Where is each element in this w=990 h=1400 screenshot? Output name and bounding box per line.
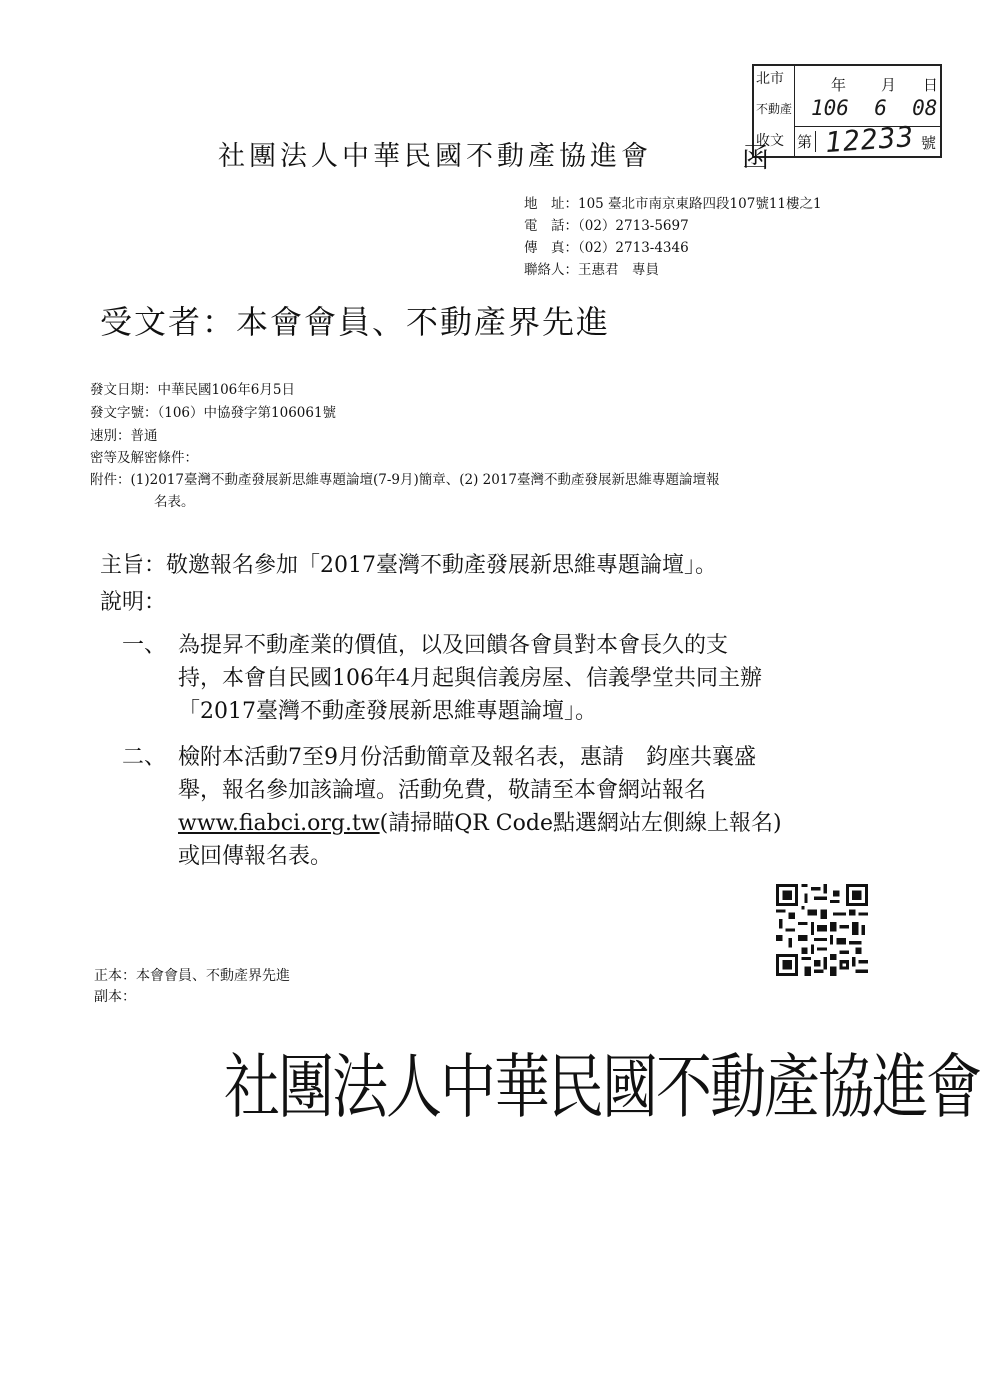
website-link[interactable]: www.fiabci.org.tw: [178, 811, 380, 836]
item-1-number: 一、: [122, 633, 167, 658]
item-2-line-2: 舉，報名參加該論壇。活動免費，敬請至本會網站報名: [178, 778, 707, 803]
item-1-line-2: 持，本會自民國106年4月起與信義房屋、信義學堂共同主辦: [178, 666, 762, 691]
item-2-number: 二、: [122, 745, 167, 770]
stamp-receive-label: 收文: [756, 133, 784, 149]
stamp-day-label: 日: [923, 76, 939, 94]
stamp-number-prefix: 第: [797, 131, 816, 152]
copy-cc: 副本：: [94, 989, 136, 1005]
stamp-org-short: 北市: [756, 71, 784, 87]
contact-address: 地 址：105 臺北市南京東路四段107號11樓之1: [524, 196, 822, 212]
qr-code-icon: [776, 884, 868, 976]
contact-person: 聯絡人：王惠君 專員: [524, 262, 659, 278]
item-1-line-3: 「2017臺灣不動產發展新思維專題論壇」。: [178, 699, 597, 724]
stamp-dept: 不動產: [756, 102, 793, 116]
contact-phone: 電 話：（02）2713-5697: [524, 218, 689, 234]
stamp-date-handwritten: 106 6 08: [811, 96, 938, 120]
meta-confidential: 密等及解密條件：: [90, 450, 198, 466]
stamp-year-label: 年: [831, 76, 847, 94]
explanation-heading: 說明：: [100, 590, 167, 615]
recipient: 受文者：本會會員、不動產界先進: [100, 303, 611, 341]
stamp-date-labels: [795, 66, 940, 96]
doc-type: 函: [742, 143, 769, 174]
contact-fax: 傳 真：（02）2713-4346: [524, 240, 689, 256]
subject: 主旨：敬邀報名參加「2017臺灣不動產發展新思維專題論壇」。: [100, 553, 717, 578]
stamp-number-handwritten: 12233: [823, 119, 916, 160]
org-title: 社團法人中華民國不動產協進會: [218, 141, 652, 172]
meta-attachment-line2: 名表。: [154, 494, 195, 510]
stamp-month-label: 月: [881, 76, 897, 94]
item-2-line-4: 或回傳報名表。: [178, 844, 333, 869]
meta-attachment-line1: 附件：(1)2017臺灣不動產發展新思維專題論壇(7-9月)簡章、(2) 2017臺灣不動產發展新思維專題論壇報: [90, 472, 720, 488]
item-2-line-3: [178, 806, 782, 837]
stamp-number-suffix: 號: [921, 134, 937, 152]
meta-date: 發文日期：中華民國106年6月5日: [90, 382, 295, 398]
item-2-line-1: 檢附本活動7至9月份活動簡章及報名表，惠請 鈞座共襄盛: [178, 745, 756, 770]
org-seal: 社團法人中華民國不動產協進會: [224, 1047, 980, 1129]
meta-speed: 速別：普通: [90, 428, 158, 444]
stamp-date-row: [795, 96, 940, 126]
item-1-line-1: 為提昇不動產業的價值，以及回饋各會員對本會長久的支: [178, 633, 729, 658]
receipt-stamp: [752, 64, 942, 158]
meta-number: 發文字號：（106）中協發字第106061號: [90, 405, 337, 421]
item-2-after-url: (請掃瞄QR Code點選網站左側線上報名): [379, 811, 782, 836]
stamp-number-row: [795, 119, 940, 160]
copy-original: 正本：本會會員、不動產界先進: [94, 968, 290, 984]
